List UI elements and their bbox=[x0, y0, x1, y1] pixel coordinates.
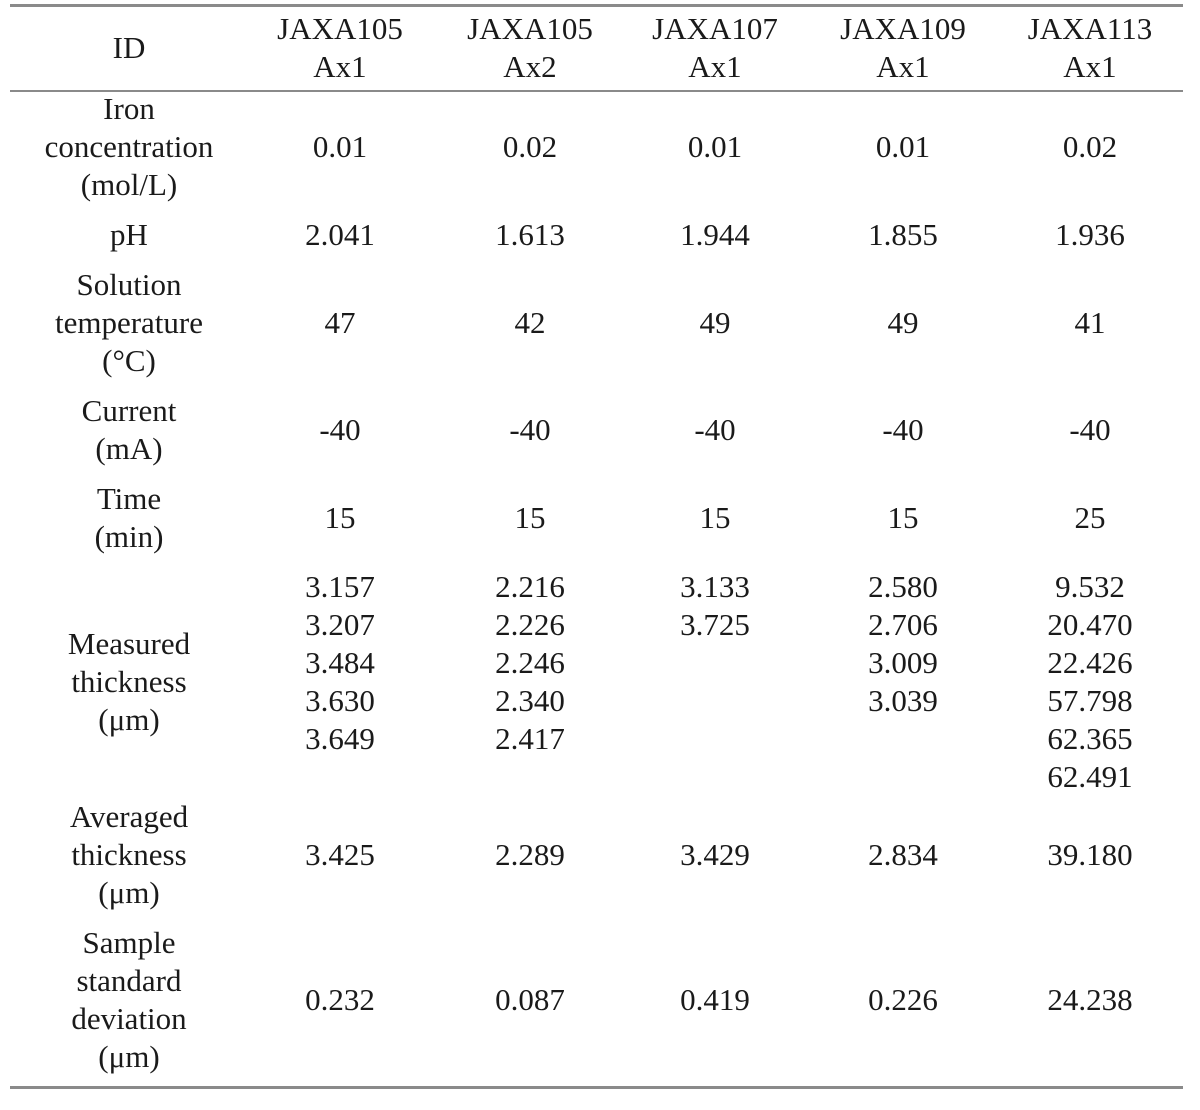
cell-temp-3: 49 bbox=[699, 305, 731, 340]
header-id-text: ID bbox=[112, 30, 146, 65]
measured-value: 2.246 bbox=[495, 645, 565, 680]
measured-value: 2.580 bbox=[868, 569, 938, 604]
measured-value: 2.340 bbox=[495, 683, 565, 718]
row-label-text: Solution bbox=[76, 267, 182, 302]
header-col-2-line2: Ax2 bbox=[503, 49, 557, 84]
measured-value: 22.426 bbox=[1047, 645, 1133, 680]
cell-stddev-3: 0.419 bbox=[680, 982, 750, 1017]
header-id bbox=[15, 12, 243, 84]
header-col-2 bbox=[435, 12, 625, 84]
cell-current-4: -40 bbox=[882, 412, 924, 447]
cell-temp-2: 42 bbox=[514, 305, 546, 340]
cell-time-2: 15 bbox=[514, 500, 546, 535]
measured-value: 3.009 bbox=[868, 645, 938, 680]
measured-value: 57.798 bbox=[1047, 683, 1133, 718]
header-col-3 bbox=[620, 12, 810, 84]
cell-iron-2: 0.02 bbox=[502, 129, 558, 164]
measured-value: 3.133 bbox=[680, 569, 750, 604]
row-label-text: Sample bbox=[82, 925, 176, 960]
cell-current-5: -40 bbox=[1069, 412, 1111, 447]
header-col-5 bbox=[995, 12, 1185, 84]
row-label-text: Iron bbox=[103, 91, 155, 126]
row-label-text: thickness bbox=[71, 837, 187, 872]
cell-iron-5: 0.02 bbox=[1062, 129, 1118, 164]
cell-measured-4 bbox=[808, 568, 998, 796]
row-label-measured-thickness bbox=[15, 568, 243, 796]
measured-value: 2.417 bbox=[495, 721, 565, 756]
measured-value: 3.484 bbox=[305, 645, 375, 680]
header-col-4 bbox=[808, 12, 998, 84]
row-label-temperature bbox=[15, 266, 243, 380]
row-label-iron bbox=[15, 90, 243, 204]
measured-value: 2.706 bbox=[868, 607, 938, 642]
measured-value: 62.491 bbox=[1047, 759, 1133, 794]
cell-ph-3: 1.944 bbox=[680, 217, 750, 252]
cell-ph-2: 1.613 bbox=[495, 217, 565, 252]
cell-time-4: 15 bbox=[887, 500, 919, 535]
row-label-text: Time bbox=[96, 481, 162, 516]
cell-iron-3: 0.01 bbox=[687, 129, 743, 164]
header-col-3-line1: JAXA107 bbox=[652, 11, 778, 46]
row-label-text: (μm) bbox=[98, 1039, 160, 1074]
measured-value: 20.470 bbox=[1047, 607, 1133, 642]
cell-temp-5: 41 bbox=[1074, 305, 1106, 340]
row-label-text: (μm) bbox=[98, 875, 160, 910]
row-label-text: Averaged bbox=[69, 799, 189, 834]
measured-value: 3.649 bbox=[305, 721, 375, 756]
header-col-2-line1: JAXA105 bbox=[467, 11, 593, 46]
header-col-5-line1: JAXA113 bbox=[1027, 11, 1153, 46]
cell-current-3: -40 bbox=[694, 412, 736, 447]
row-label-text: pH bbox=[110, 217, 148, 252]
measured-value: 3.039 bbox=[868, 683, 938, 718]
row-label-text: (mA) bbox=[95, 431, 163, 466]
header-col-5-line2: Ax1 bbox=[1063, 49, 1117, 84]
header-col-4-line2: Ax1 bbox=[876, 49, 930, 84]
row-label-text: Measured bbox=[67, 626, 191, 661]
header-col-1-line1: JAXA105 bbox=[277, 11, 403, 46]
cell-measured-2 bbox=[435, 568, 625, 796]
cell-time-3: 15 bbox=[699, 500, 731, 535]
cell-stddev-4: 0.226 bbox=[868, 982, 938, 1017]
header-col-1 bbox=[245, 12, 435, 84]
top-rule bbox=[10, 4, 1183, 7]
row-label-text: thickness bbox=[71, 664, 187, 699]
measured-value: 2.226 bbox=[495, 607, 565, 642]
row-label-std-deviation bbox=[15, 924, 243, 1076]
measured-value: 3.157 bbox=[305, 569, 375, 604]
cell-ph-1: 2.041 bbox=[305, 217, 375, 252]
cell-averaged-1: 3.425 bbox=[305, 837, 375, 872]
cell-ph-4: 1.855 bbox=[868, 217, 938, 252]
cell-stddev-5: 24.238 bbox=[1047, 982, 1133, 1017]
measured-value: 2.216 bbox=[495, 569, 565, 604]
cell-time-5: 25 bbox=[1074, 500, 1106, 535]
row-label-current bbox=[15, 392, 243, 468]
cell-measured-3 bbox=[620, 568, 810, 796]
cell-iron-4: 0.01 bbox=[875, 129, 931, 164]
row-label-time bbox=[15, 480, 243, 556]
header-col-4-line1: JAXA109 bbox=[840, 11, 966, 46]
row-label-text: Current bbox=[81, 393, 177, 428]
cell-averaged-4: 2.834 bbox=[868, 837, 938, 872]
header-col-3-line2: Ax1 bbox=[688, 49, 742, 84]
cell-temp-4: 49 bbox=[887, 305, 919, 340]
cell-stddev-2: 0.087 bbox=[495, 982, 565, 1017]
cell-iron-1: 0.01 bbox=[312, 129, 368, 164]
cell-averaged-3: 3.429 bbox=[680, 837, 750, 872]
row-label-text: concentration bbox=[44, 129, 214, 164]
measured-value: 3.630 bbox=[305, 683, 375, 718]
row-label-ph bbox=[15, 212, 243, 258]
measured-value: 3.207 bbox=[305, 607, 375, 642]
header-col-1-line2: Ax1 bbox=[313, 49, 367, 84]
row-label-text: deviation bbox=[71, 1001, 187, 1036]
cell-temp-1: 47 bbox=[324, 305, 356, 340]
row-label-text: (min) bbox=[94, 519, 164, 554]
cell-averaged-2: 2.289 bbox=[495, 837, 565, 872]
cell-measured-1 bbox=[245, 568, 435, 796]
cell-measured-5 bbox=[995, 568, 1185, 796]
row-label-text: (°C) bbox=[102, 343, 156, 378]
cell-stddev-1: 0.232 bbox=[305, 982, 375, 1017]
row-label-text: (μm) bbox=[98, 702, 160, 737]
cell-ph-5: 1.936 bbox=[1055, 217, 1125, 252]
cell-averaged-5: 39.180 bbox=[1047, 837, 1133, 872]
cell-time-1: 15 bbox=[324, 500, 356, 535]
measured-value: 9.532 bbox=[1055, 569, 1125, 604]
bottom-rule bbox=[10, 1086, 1183, 1089]
row-label-text: (mol/L) bbox=[80, 167, 178, 202]
cell-current-1: -40 bbox=[319, 412, 361, 447]
row-label-averaged-thickness bbox=[15, 798, 243, 912]
cell-current-2: -40 bbox=[509, 412, 551, 447]
measured-value: 3.725 bbox=[680, 607, 750, 642]
measured-value: 62.365 bbox=[1047, 721, 1133, 756]
row-label-text: standard bbox=[76, 963, 182, 998]
row-label-text: temperature bbox=[54, 305, 204, 340]
